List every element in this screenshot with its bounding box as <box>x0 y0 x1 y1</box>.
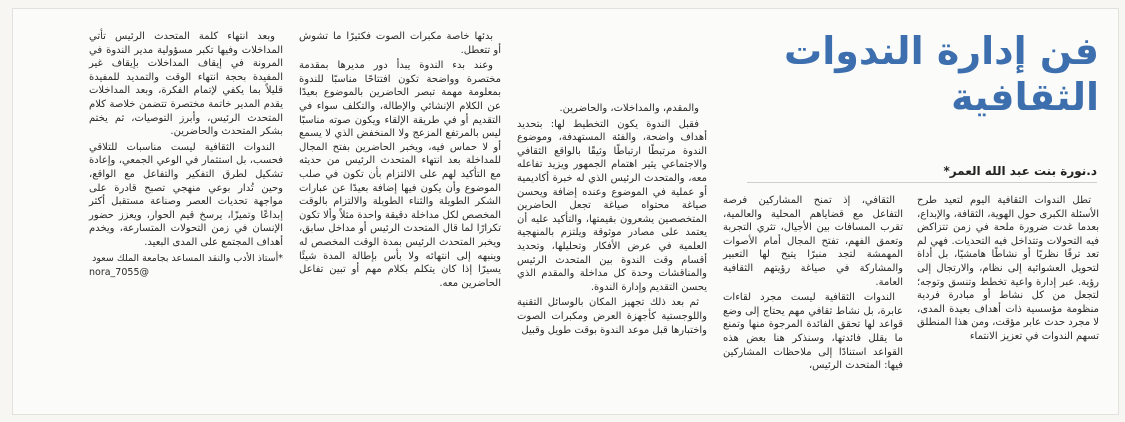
paragraph: بدئها خاصة مكبرات الصوت فكثيرًا ما تشوش أو تتعطل. <box>299 31 501 56</box>
column-middle <box>517 102 707 339</box>
paragraph: وبعد انتهاء كلمة المتحدث الرئيس تأتي المداخلات وفيها تكبر مسؤولية مدير الندوة في المرونة في إيقاف المداخلات بإيقاف غير المفيدة بحجة انتهاء الوقت والتمديد للمفيدة قليلاً بما يكفي لإتمام الفكرة، وبعد المداخلات يقدم المدير خاتمة مختصرة تتضمن خلاصة كلام المتحدث الرئيس، وأبرز التوصيات، ثم يختم بشكر المتحدث والحاضرين. <box>89 31 283 138</box>
paragraph: وعند بدء الندوة يبدأ دور مديرها بمقدمة مختصرة وواضحة تكون افتتاحًا مناسبًا للندوة بمعلومة مهمة تبصر الحاضرين بالموضوع بعيدًا عن الكلام الإنشائي والإطالة، والتكلف سواء في التقديم أو في طريقة الإلقاء ويكون صوته مناسبًا ليس بالمرتفع المزعج ولا المنخفض الذي لا يسمع أو لا حماس فيه، ويخبر الحاضرين بفتح المجال للمداخلة بعد انتهاء المتحدث الرئيس من حديثه مع التأكيد لهم على الالتزام بأن تكون في صلب الموضوع وأن يكون فيها إضافة بعيدًا عن عبارات الشكر الطويلة والثناء الطويلة والالتزام بالوقت المخصص لكل مداخلة دقيقة واحدة مثلاً وألا تكون تكرارًا لما قال المتحدث الرئيس أو مداخل سابق، ويخبر المتحدث الرئيس بمدة الوقت المخصص له وينبهه إلى انتهائه ولا بأس بإطالة المدة شيئًا يسيرًا إذا كان يتكلم بكلام مهم أو تبين تفاعل الحاضرين معه. <box>299 60 501 289</box>
column-right-b <box>723 194 903 375</box>
paragraph: الندوات الثقافية ليست مجرد لقاءات عابرة، بل نشاط ثقافي مهم يحتاج إلى وضع قواعد لها تحقق الفائدة المرجوة منها وتمنع ما يقلل فائدتها، وسنذكر هنا بعض هذه القواعد استنادًا إلى ملاحظات المشاركين فيها: المتحدث الرئيس، <box>723 292 903 372</box>
paragraph: والمقدم، والمداخلات، والحاضرين. <box>559 103 699 114</box>
column-left-b <box>89 30 283 280</box>
paragraph: الثقافي، إذ تمنح المشاركين فرصة التفاعل مع قضاياهم المحلية والعالمية، تقرب المسافات بين الأجيال، تثري التجربة وتعمق الفهم، تفتح المجال أمام الأصوات المهمشة لتجد منبرًا يتيح لها التعبير والمشاركة في صياغة رؤيتهم الثقافية العامة. <box>723 195 903 288</box>
article-headline: فن إدارة الندوات الثقافية <box>784 29 1099 119</box>
author-divider <box>747 182 1097 183</box>
paragraph: الندوات الثقافية ليست مناسبات للتلاقي فحسب، بل استثمار في الوعي الجمعي، وإعادة تشكيل لطرق التفكير والتفاعل مع الواقع، وحين تُدار بوعي منهجي تصبح قادرة على مواجهة تحديات العصر وصناعة مستقبل أكثر إبداعًا وتميزًا، يرسخ قيم الحوار، ويعزز حضور الإنسان في زمن التحولات المتسارعة، ويخدم أهداف المجتمع على المدى البعيد. <box>89 141 283 248</box>
author-handle: nora_7055@ <box>89 267 149 279</box>
column-right-a <box>917 194 1099 346</box>
column-left-a <box>299 30 501 292</box>
author-footnote: *أستاذ الأدب والنقد المساعد بجامعة الملك سعود <box>92 252 283 264</box>
paragraph: تطل الندوات الثقافية اليوم لتعيد طرح الأسئلة الكبرى حول الهوية، الثقافة، والإبداع، بعدما غدت ضرورة ملحة في زمن تتزاكض فيه التحولات وتتداخل فيه التحديات. فهي لم تعد ترفًا نظريًا أو نشاطًا هامشيًا، بل أداة لتحويل العشوائية إلى نظام، والارتجال إلى رؤية. عبر إدارة واعية تخطط وتنسق وتوجه؛ لتجعل من كل نشاط أو مبادرة فردية منظومة مؤسسية ذات أهداف بعيدة المدى، لا مجرد حدث عابر مؤقت، ومن هذا المنطلق تسهم الندوات في تعزيز الانتماء <box>917 195 1099 342</box>
paragraph: ثم بعد ذلك تجهيز المكان بالوسائل التقنية واللوجستية كأجهزة العرض ومكبرات الصوت واختبارها قبل موعد الندوة بوقت طويل وقبيل <box>517 297 707 336</box>
article-author: د.نورة بنت عبد الله العمر* <box>943 164 1097 178</box>
paragraph: فقبل الندوة يكون التخطيط لها: بتحديد أهداف واضحة، والفئة المستهدفة، وموضوع الندوة مرتبطًا ارتباطًا وثيقًا بالواقع الثقافي والاجتماعي يثير اهتمام الجمهور ويزيد تفاعله معه، والمتحدث الرئيس الذي له خبرة أكاديمية أو عملية في الموضوع وعنده إضافة ويحسن صياغة محتواه صياغة تجعل الحاضرين المتخصصين يشعرون بقيمتها، والتأكيد عليه أن يعتمد على مصادر موثوقة ويلتزم بالمنهجية العلمية في عرض الأفكار وتحليلها، وتحديد أقسام وقت الندوة بين المتحدث الرئيس والمناقشات وحدة كل مداخلة والمقدم الذي يحسن التقديم وإدارة الندوة. <box>517 118 707 293</box>
